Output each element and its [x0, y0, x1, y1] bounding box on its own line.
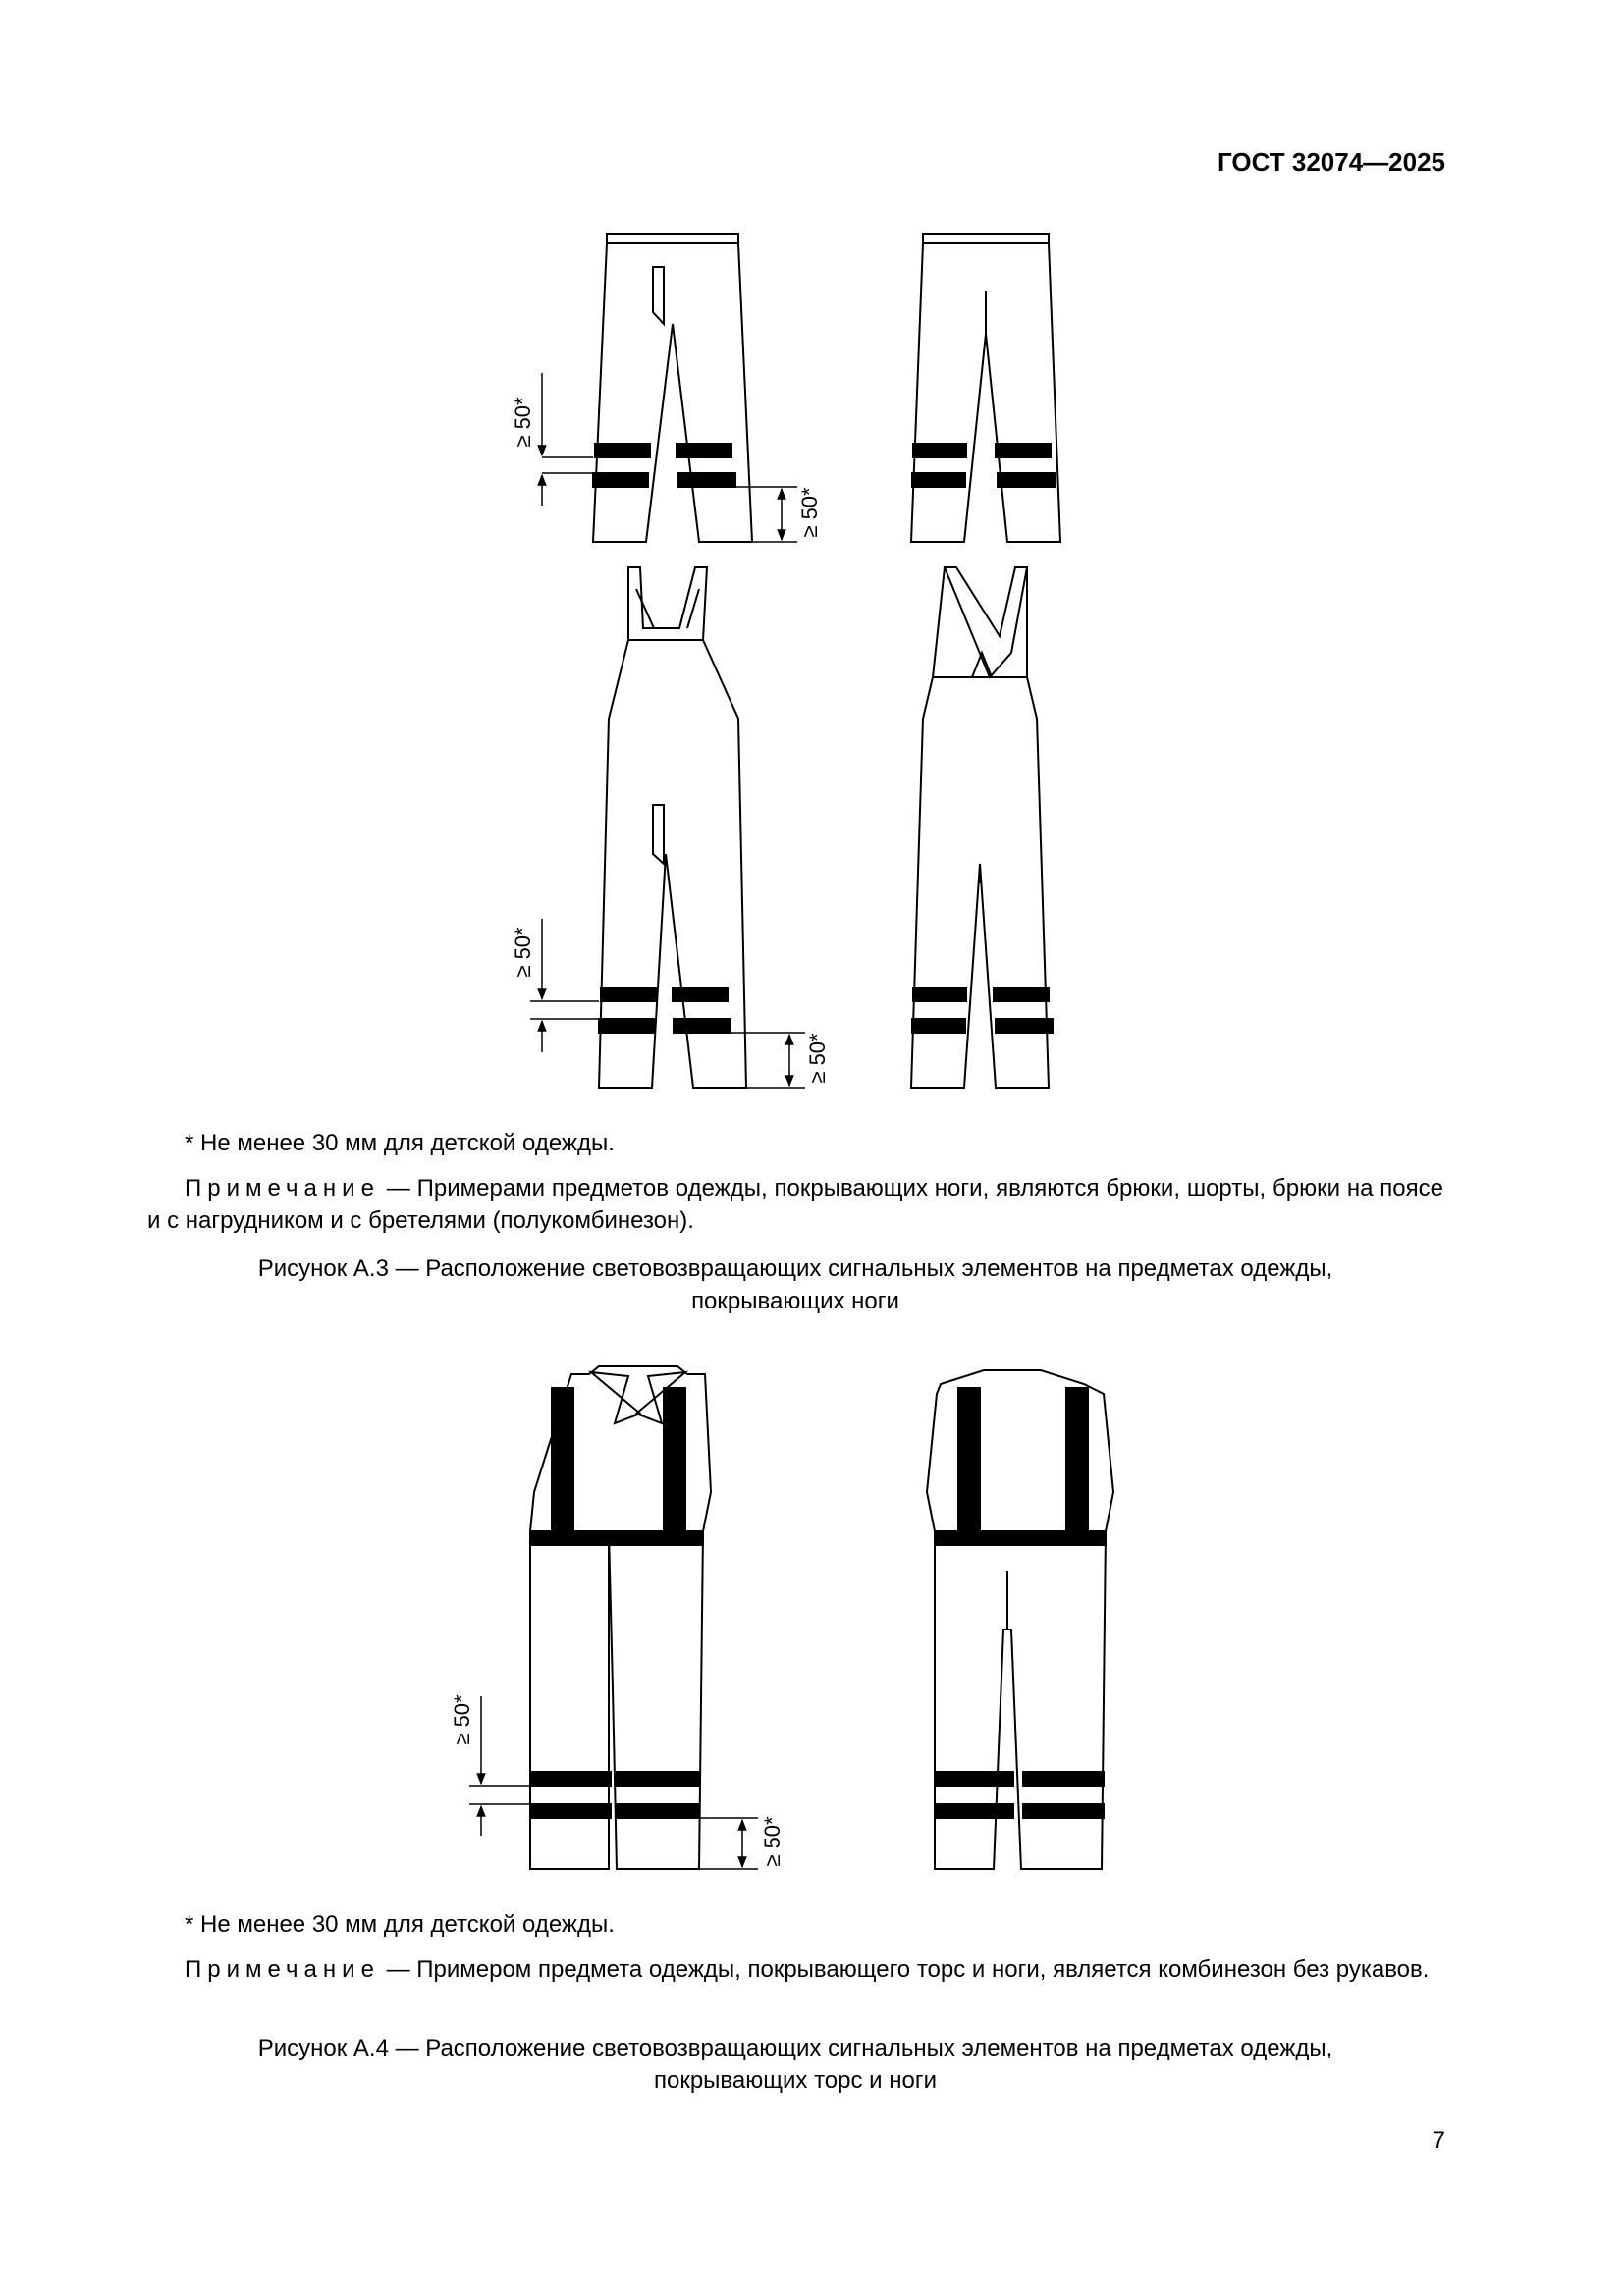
trousers-front-drawing: [593, 234, 752, 542]
dimension-a4-left: [469, 1696, 532, 1836]
dim-label-2: ≥ 50*: [797, 487, 822, 538]
dimension-a3-top-right: [732, 487, 797, 542]
dim-label-1: ≥ 50*: [511, 397, 535, 448]
dimension-a3-bottom-right: [731, 1033, 805, 1088]
caption-a3-line2: покрывающих ноги: [691, 1288, 899, 1314]
dimension-a3-bottom-left: [530, 919, 599, 1052]
caption-a4: [147, 2032, 1443, 2097]
note-a4-text: — Примером предмета одежды, покрывающего торс и ноги, является комбинезон без рукавов.: [379, 1956, 1430, 1983]
document-id: ГОСТ 32074—2025: [1218, 147, 1445, 177]
dim-label-5: ≥ 50*: [450, 1694, 474, 1745]
note-a4-label: Примечание: [185, 1956, 380, 1983]
dimension-a3-top-left: [542, 373, 593, 506]
note-a3: [147, 1172, 1443, 1237]
dim-label-3: ≥ 50*: [511, 927, 535, 978]
dim-label-4: ≥ 50*: [805, 1033, 830, 1084]
note-a3-text: — Примерами предметов одежды, покрывающих ноги, являются брюки, шорты, брюки на поясе и с нагрудником и с бретелями (полукомбинезон).: [147, 1175, 1443, 1234]
caption-a4-line2: покрывающих торс и ноги: [653, 2067, 937, 2094]
coverall-back-drawing: [927, 1370, 1113, 1869]
coverall-front-drawing: [530, 1366, 711, 1869]
caption-a4-line1: Рисунок А.4 — Расположение световозвращающих сигнальных элементов на предметах одежды,: [257, 2035, 1333, 2061]
caption-a3: [147, 1253, 1443, 1317]
caption-a3-line1: Рисунок А.3 — Расположение световозвращающих сигнальных элементов на предметах одежды,: [257, 1255, 1333, 1282]
note-a3-label: Примечание: [185, 1175, 380, 1201]
footnote-a4: * Не менее 30 мм для детской одежды.: [185, 1911, 615, 1938]
dim-label-6: ≥ 50*: [760, 1816, 785, 1867]
bib-overalls-front-drawing: [599, 567, 746, 1088]
footnote-a3: * Не менее 30 мм для детской одежды.: [185, 1130, 615, 1156]
trousers-back-drawing: [911, 234, 1060, 542]
dimension-a4-right: [699, 1818, 758, 1869]
bib-overalls-back-drawing: [911, 567, 1053, 1088]
page-number: 7: [1432, 2127, 1445, 2154]
note-a4: [147, 1953, 1443, 1986]
